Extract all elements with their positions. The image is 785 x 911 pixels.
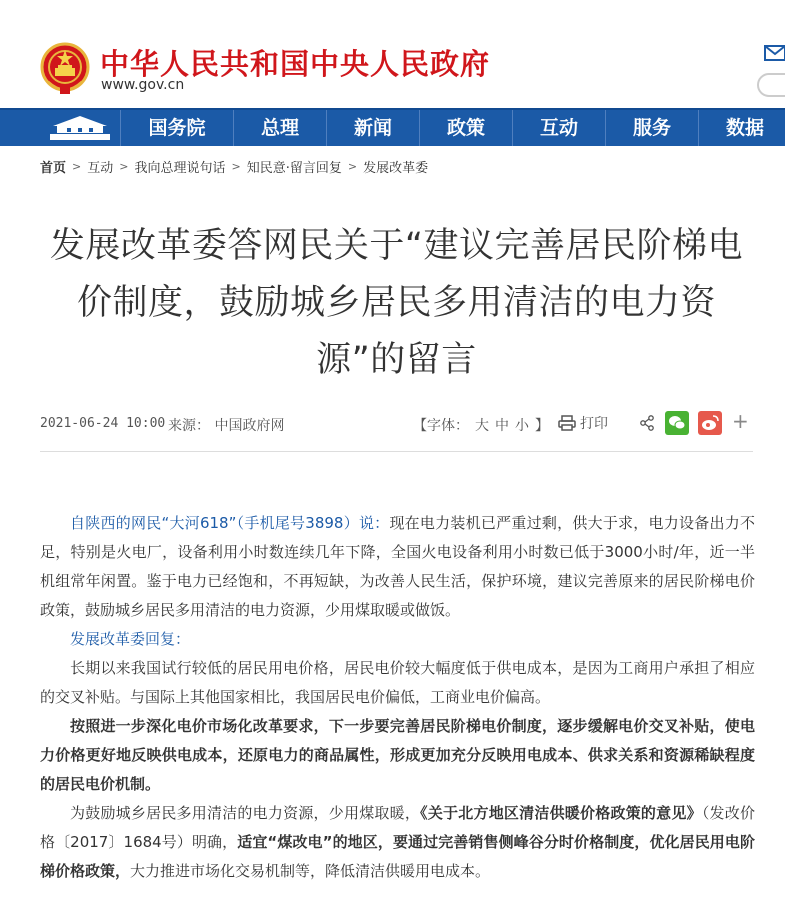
- nav-items: [120, 110, 785, 146]
- breadcrumb-hudong[interactable]: 互动: [87, 161, 114, 176]
- font-size-small-button[interactable]: 小: [515, 418, 529, 434]
- share-icon[interactable]: [639, 415, 655, 431]
- site-title[interactable]: 中华人民共和国中央人民政府: [100, 47, 491, 81]
- breadcrumb-replies[interactable]: 知民意·留言回复: [246, 161, 342, 176]
- site-url[interactable]: www.gov.cn: [101, 77, 185, 93]
- wechat-icon[interactable]: [665, 411, 689, 435]
- article-body: [40, 509, 755, 886]
- nav-item-shuju[interactable]: 数据: [698, 110, 785, 146]
- breadcrumb-separator-icon: >: [231, 160, 241, 173]
- article-meta: [40, 409, 753, 452]
- breadcrumb-message-premier[interactable]: 我向总理说句话: [134, 161, 226, 176]
- article-source: 来源： 中国政府网: [168, 418, 285, 434]
- breadcrumb-separator-icon: >: [72, 160, 82, 173]
- font-size-medium-button[interactable]: 中: [495, 418, 509, 434]
- breadcrumb-separator-icon: >: [119, 160, 129, 173]
- publish-date: 2021-06-24 10:00: [40, 416, 166, 431]
- print-button[interactable]: [558, 413, 608, 433]
- reply-paragraph-1: 长期以来我国试行较低的居民用电价格，居民电价较大幅度低于供电成本，是因为工商用户承担了相应的交叉补贴。与国际上其他国家相比，我国居民电价偏低，工商业电价偏高。: [40, 659, 755, 706]
- tiananmen-logo-icon[interactable]: [40, 110, 120, 146]
- font-size-large-button[interactable]: 大: [475, 418, 489, 434]
- message-author: 自陕西的网民“大河618”（手机尾号3898）说：: [70, 514, 390, 532]
- reply-p3-part-e: 大力推进市场化交易机制等，降低清洁供暖用电成本。: [130, 862, 491, 880]
- nav-item-fuwu[interactable]: 服务: [605, 110, 698, 146]
- font-size-controls: [413, 415, 549, 435]
- reply-p3-part-a: 为鼓励城乡居民多用清洁的电力资源，少用煤取暖，: [70, 804, 421, 822]
- national-emblem-icon[interactable]: [40, 42, 90, 96]
- site-header: [0, 0, 785, 108]
- nav-item-xinwen[interactable]: 新闻: [326, 110, 419, 146]
- mail-icon[interactable]: [764, 45, 785, 61]
- nav-item-hudong[interactable]: 互动: [512, 110, 605, 146]
- reply-paragraph-3: [40, 799, 755, 886]
- print-label: 打印: [580, 416, 608, 432]
- breadcrumb: [40, 157, 428, 176]
- breadcrumb-separator-icon: >: [347, 160, 358, 173]
- nav-item-guowuyuan[interactable]: 国务院: [120, 110, 233, 146]
- reply-p3-part-c: （发改价格〔2017〕1684号）明确，: [40, 804, 755, 851]
- reply-paragraph-2: 按照进一步深化电价市场化改革要求，下一步要完善居民阶梯电价制度，逐步缓解电价交叉补贴，使电力价格更好地反映供电成本，还原电力的商品属性，形成更加充分反映用电成本、供求关系和资源稀缺程度的居民电价机制。: [40, 717, 755, 793]
- main-nav: [0, 108, 785, 146]
- breadcrumb-ndrc[interactable]: 发展改革委: [363, 161, 429, 176]
- nav-item-zhengce[interactable]: 政策: [419, 110, 512, 146]
- font-label: 【字体：: [413, 418, 469, 434]
- message-text: 现在电力装机已严重过剩，供大于求，电力设备出力不足，特别是火电厂，设备利用小时数连续几年下降，全国火电设备利用小时数已低于3000小时/年，近一半机组常年闲置。鉴于电力已经饱和，不再短缺，为改善人民生活，保护环境，建议完善原来的居民阶梯电价政策，鼓励城乡居民多用清洁的电力资源，少用煤取暖或做饭。: [40, 514, 755, 619]
- search-input[interactable]: [757, 73, 785, 97]
- more-share-icon[interactable]: +: [732, 409, 749, 433]
- breadcrumb-home[interactable]: 首页: [40, 161, 67, 176]
- reply-label: 发展改革委回复：: [70, 630, 191, 648]
- weibo-icon[interactable]: [698, 411, 722, 435]
- reply-p3-part-d: 适宜“煤改电”的地区，要通过完善销售侧峰谷分时价格制度，优化居民用电阶梯价格政策，: [40, 833, 755, 880]
- message-paragraph: [40, 509, 755, 625]
- policy-document-title: 《关于北方地区清洁供暖价格政策的意见》: [420, 804, 702, 822]
- nav-item-zongli[interactable]: 总理: [233, 110, 326, 146]
- font-close: 】: [535, 418, 549, 434]
- article-title: 发展改革委答网民关于“建议完善居民阶梯电价制度，鼓励城乡居民多用清洁的电力资源”的留言: [49, 226, 744, 380]
- printer-icon: [558, 415, 576, 431]
